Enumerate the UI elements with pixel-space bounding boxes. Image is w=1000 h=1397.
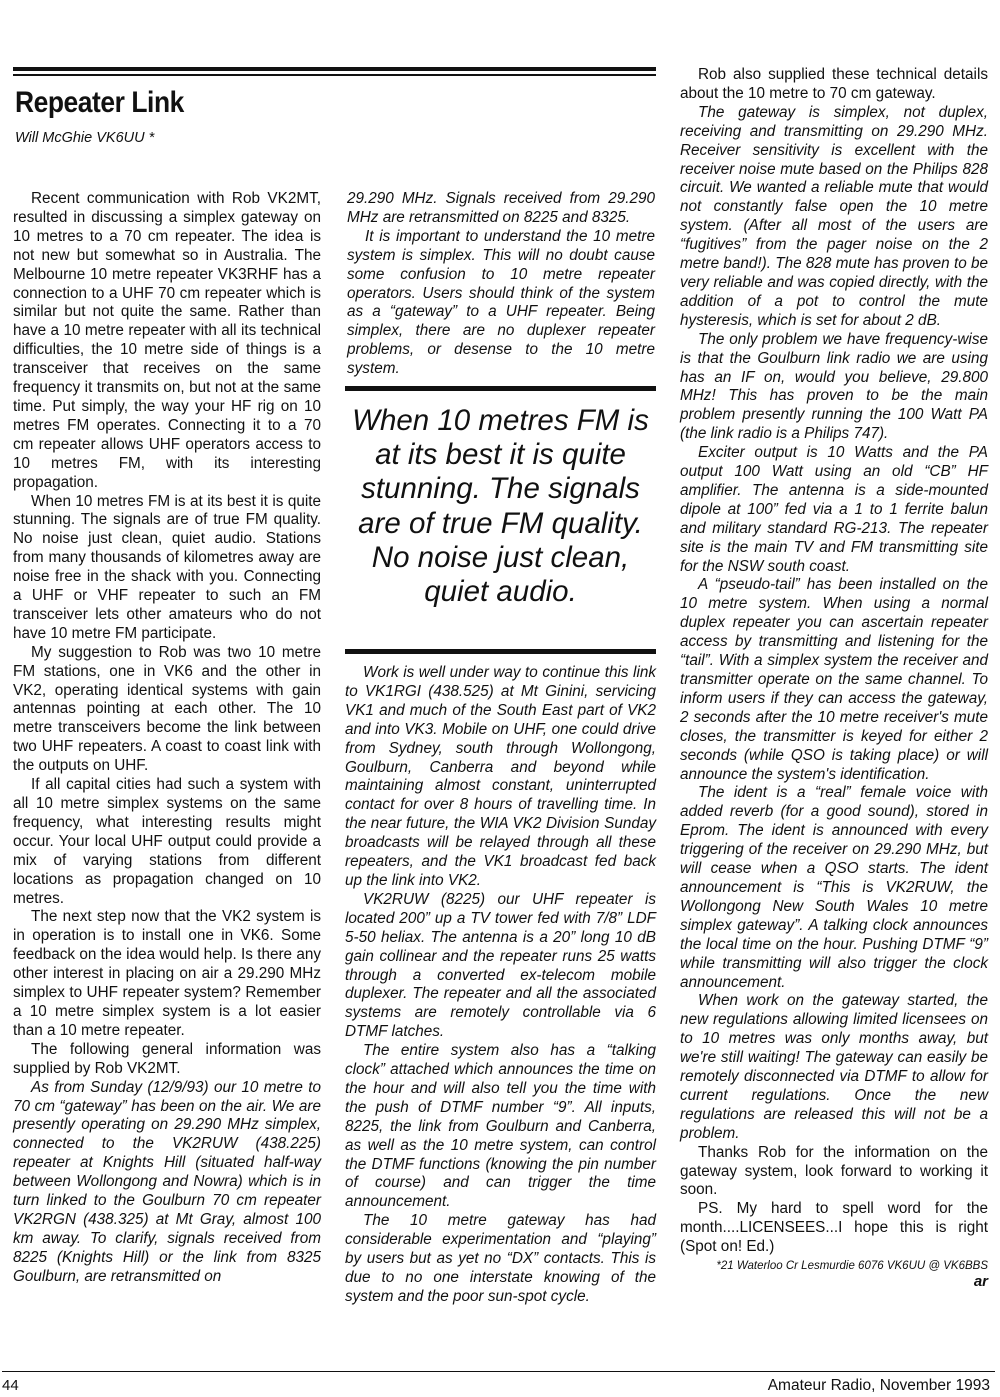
paragraph: A “pseudo-tail” has been installed on the 10 metre system. When using a normal duplex repeater you can ascertain repeater access by transmitting and listening for the “tail”. With a simplex system the receiver and transmitter operate on the same channel. To inform users if they can access the gateway, 2 seconds after the 10 metre receiver's mute closes, the transmitter is keyed for either 2 seconds (while QSO is taking place) or will announce the system's identification. (680, 576, 988, 783)
paragraph: The ident is a “real” female voice with added reverb (for a good sound), stored in Eprom. The ident is announced with every triggering of the receiver on 29.290 MHz, but will cease when a QSO starts. The ident announcement is “This is VK2RUW, the Wollongong New South Wales 10 metre simplex gateway”. A talking clock announces the local time on the hour. Pushing DTMF “9” while transmitting will also trigger the clock announcement. (680, 784, 988, 991)
publication-line: Amateur Radio, November 1993 (767, 1377, 990, 1394)
pull-quote-rule-bottom (345, 649, 656, 654)
paragraph: It is important to understand the 10 metre system is simplex. This will no doubt cause some confusion to 10 metre repeater operators. Users should think of the system as a “gateway” to a UHF repeater. Being simplex, there are no duplexer repeater problems, or desense to the 10 metre system. (347, 227, 655, 378)
column-2-bottom (345, 664, 656, 1307)
paragraph: Exciter output is 10 Watts and the PA output 100 Watt using an old “CB” HF amplifier. The antenna is a side-mounted dipole at 100” fed via a 1 to 1 ferrite balun and military standard RG-213. The repeater site is the main TV and FM transmitting site for the NSW south coast. (680, 444, 988, 575)
paragraph: When work on the gateway started, the new regulations allowing limited licensees on to 10 metres was only months away, but we're still waiting! The gateway can easily be remotely disconnected via DTMF to allow for current regulations. Once the new regulations are released this will not be a problem. (680, 992, 988, 1142)
paragraph: PS. My hard to spell word for the month....LICENSEES...I hope this is right (Spot on! Ed.) (680, 1200, 988, 1256)
paragraph: 29.290 MHz. Signals received from 29.290 MHz are retransmitted on 8225 and 8325. (347, 190, 655, 226)
paragraph: The following general information was supplied by Rob VK2MT. (13, 1040, 321, 1077)
paragraph: Rob also supplied these technical details about the 10 metre to 70 cm gateway. (680, 66, 988, 102)
top-rule-thick (13, 67, 656, 71)
paragraph: The gateway is simplex, not duplex, receiving and transmitting on 29.290 MHz. Receiver sensitivity is excellent with the receiver noise mute based on the Philips 828 circuit. We wanted a reliable mute that would not constantly false open the 10 metre system. (After all most of the users are “fugitives” from the pager noise on the 2 metre band!). The 828 mute has proven to be very reliable and was copied directly, with the addition of a pot to control the mute hysteresis, which is set for about 2 dB. (680, 103, 988, 329)
column-3 (680, 66, 988, 1292)
top-rule-thin (13, 74, 656, 76)
paragraph: VK2RUW (8225) our UHF repeater is located 200” up a TV tower fed with 7/8” LDF 5-50 heliax. The antenna is a 20” long 10 dB gain collinear and the repeater runs 25 watts through a converted ex-telecom mobile duplexer. The repeater and all the associated systems are remotely controllable via 6 DTMF latches. (345, 890, 656, 1041)
paragraph: The 10 metre gateway has had considerable experimentation and “playing” by users but as yet no “DX” contacts. This is due to no one interstate knowing of the system and the poor sun-spot cycle. (345, 1212, 656, 1305)
article-byline: Will McGhie VK6UU * (15, 130, 155, 146)
article-title: Repeater Link (15, 86, 184, 119)
paragraph: If all capital cities had such a system with all 10 metre simplex systems on the same frequency, what interesting results might occur. Your local UHF output could provide a mix of varying stations from different locations as propagation changed on 10 metres. (13, 776, 321, 907)
column-2-top (347, 190, 655, 379)
paragraph: My suggestion to Rob was two 10 metre FM stations, one in VK6 and the other in VK2, operating identical systems with gain antennas pointing at each other. The 10 metre transceivers become the link between two UHF repeaters. A coast to coast link with the outputs on UHF. (13, 643, 321, 775)
paragraph: When 10 metres FM is at its best it is quite stunning. The signals are of true FM quality. No noise just clean, quiet audio. Stations from many thousands of kilometres away are noise free in the shack with you. Connecting a UHF or VHF repeater to such an FM transceiver lets other amateurs who do not have 10 metre FM participate. (13, 492, 321, 642)
paragraph: The entire system also has a “talking clock” attached which announces the time on the hour and will also tell you the time with the push of DTMF number “9”. All inputs, 8225, the link from Goulburn and Canberra, as well as the 10 metre system, can control the DTMF functions (knowing the pin number of course) and can trigger the time announcement. (345, 1042, 656, 1211)
paragraph: Work is well under way to continue this link to VK1RGI (438.525) at Mt Ginini, servicing VK1 and much of the South East part of VK2 and into VK3. Mobile on UHF, one could drive from Sydney, south through Wollongong, Goulburn, Canberra and beyond while maintaining almost constant, uninterrupted contact for over 8 hours of travelling time. In the near future, the WIA VK2 Division Sunday broadcasts will be relayed through all these repeaters, and the VK1 broadcast fed back up the link into VK2. (345, 664, 656, 889)
paragraph: Recent communication with Rob VK2MT, resulted in discussing a simplex gateway on 10 metres to a 70 cm repeater. The idea is not new but somewhat so in Australia. The Melbourne 10 metre repeater VK3RHF has a connection to a UHF 70 cm repeater which is similar but not quite the same. Rather than have a 10 metre repeater with all its technical difficulties, the 10 metre side of things is a transceiver that receives on the same frequency it transmits on, but not at the same time. Put simply, the way your HF rig on 10 metres FM operates. Connecting it to a 70 cm repeater allows UHF operators access to 10 metres FM, with its interesting propagation. (13, 190, 321, 491)
author-footnote: *21 Waterloo Cr Lesmurdie 6076 VK6UU @ VK6BBS (716, 1260, 988, 1273)
paragraph: Thanks Rob for the information on the gateway system, look forward to working it soon. (680, 1143, 988, 1199)
page-number: 44 (2, 1377, 19, 1394)
pull-quote: When 10 metres FM is at its best it is quite stunning. The signals are of true FM quality. No noise just clean, quiet audio. (352, 404, 649, 609)
paragraph: The next step now that the VK2 system is in operation is to install one in VK6. Some feedback on the idea would help. Is there any other interest in placing on air a 29.290 MHz simplex to UHF repeater system? Remember a 10 metre simplex system is a lot easier than a 10 metre repeater. (13, 908, 321, 1039)
footer-rule (2, 1371, 995, 1372)
pull-quote-rule-top (345, 386, 656, 391)
column-1 (13, 190, 321, 1287)
end-mark: ar (973, 1273, 988, 1291)
paragraph: The only problem we have frequency-wise is that the Goulburn link radio we are using has an IF on, would you believe, 29.800 MHz! This has proven to be the main problem presently running the 100 Watt PA (the link radio is a Philips 747). (680, 330, 988, 443)
paragraph: As from Sunday (12/9/93) our 10 metre to 70 cm “gateway” has been on the air. We are presently operating on 29.290 MHz simplex, connected to the VK2RUW (438.225) repeater at Knights Hill (situated half-way between Wollongong and Nowra) which is in turn linked to the Goulburn 70 cm repeater VK2RGN (438.325) at Mt Gray, almost 100 km away. To clarify, signals received from 8225 (Knights Hill) or the link from 8325 Goulburn, are retransmitted on (13, 1078, 321, 1285)
